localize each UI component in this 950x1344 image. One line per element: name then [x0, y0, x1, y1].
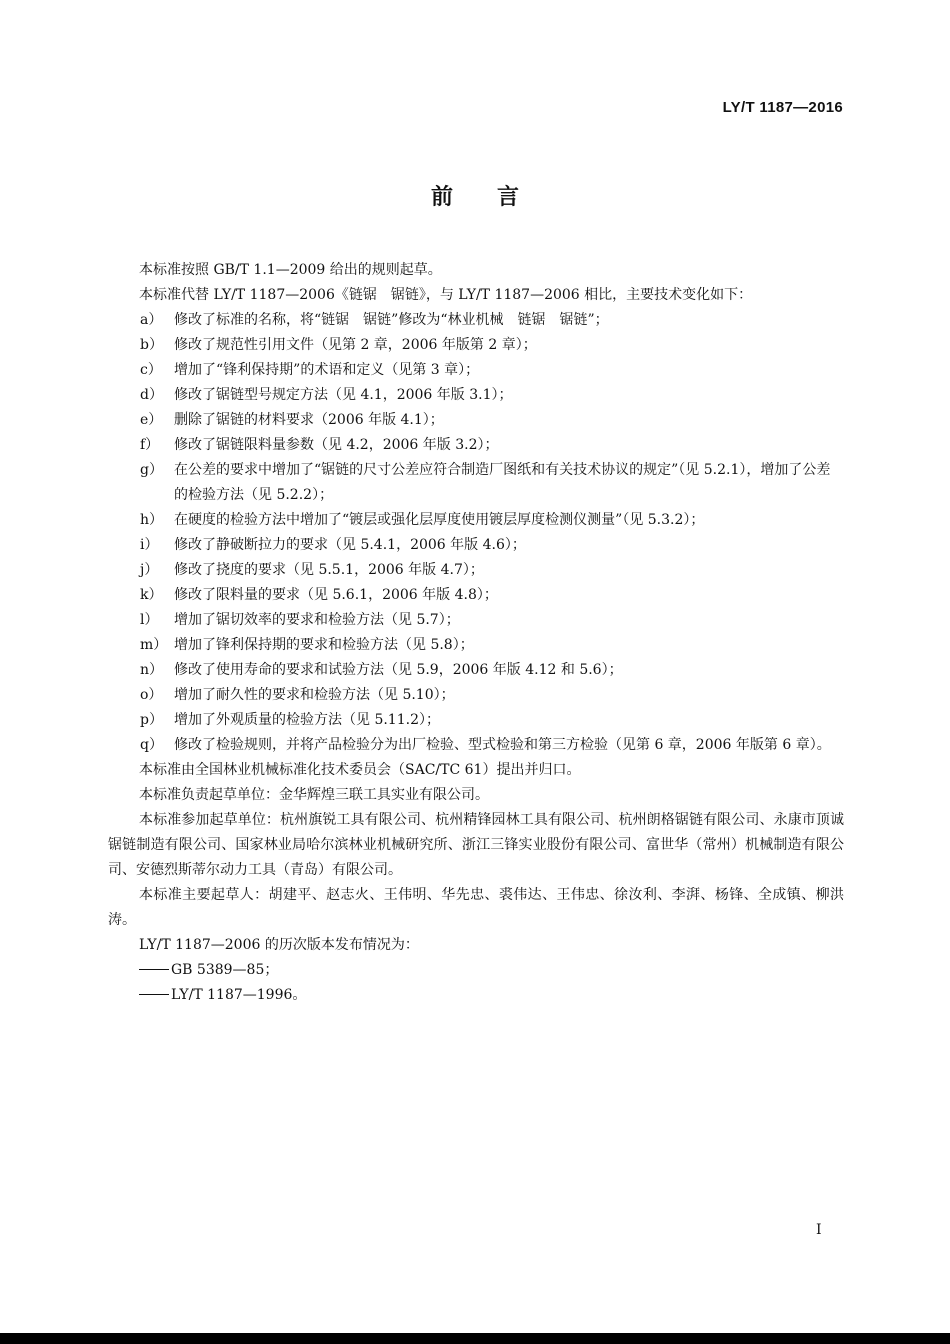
list-item-text: 增加了外观质量的检验方法（见 5.11.2）；: [174, 712, 440, 728]
list-item-text: 删除了锯链的材料要求（2006 年版 4.1）；: [174, 412, 444, 428]
list-item-label: g）: [140, 462, 163, 478]
page-number: I: [816, 1222, 822, 1238]
list-item-text: 修改了使用寿命的要求和试验方法（见 5.9，2006 年版 4.12 和 5.6）；: [174, 662, 623, 678]
paragraph-proposer: 本标准由全国林业机械标准化技术委员会（SAC/TC 61）提出并归口。: [139, 762, 581, 778]
list-item-text: 修改了标准的名称，将“链锯 锯链”修改为“林业机械 链锯 锯链”；: [174, 312, 609, 328]
list-item-label: l）: [140, 612, 159, 628]
paragraph-main-drafters: 本标准主要起草人：胡建平、赵志火、王伟明、华先忠、裘伟达、王伟忠、徐汝利、李湃、杨锋、全成镇、柳洪涛。: [108, 887, 844, 928]
list-item: [108, 683, 844, 708]
list-item-label: b）: [140, 337, 163, 353]
list-item: [108, 458, 844, 508]
list-item-label: k）: [140, 587, 163, 603]
page-title: 前言: [430, 185, 563, 210]
dash-mark: [139, 969, 169, 970]
list-item: [108, 708, 844, 733]
history-item: [108, 983, 844, 1008]
foreword-body: [108, 258, 844, 1008]
list-item-text: 在硬度的检验方法中增加了“镀层或强化层厚度使用镀层厚度检测仪测量”（见 5.3.2）；: [174, 512, 705, 528]
list-item: [108, 608, 844, 633]
paragraph-participating-drafters: 本标准参加起草单位：杭州旗锐工具有限公司、杭州精锋园林工具有限公司、杭州朗格锯链有限公司、永康市顶诚锯链制造有限公司、国家林业局哈尔滨林业机械研究所、浙江三锋实业股份有限公司、富世华（常州）机械制造有限公司、安德烈斯蒂尔动力工具（青岛）有限公司。: [108, 812, 844, 878]
list-item-text: 修改了静破断拉力的要求（见 5.4.1，2006 年版 4.6）；: [174, 537, 526, 553]
list-item-label: d）: [140, 387, 163, 403]
list-item-label: c）: [140, 362, 162, 378]
list-item-text: 修改了检验规则，并将产品检验分为出厂检验、型式检验和第三方检验（见第 6 章，2006 年版第 6 章）。: [174, 737, 831, 753]
list-item: [108, 733, 844, 758]
list-item: [108, 408, 844, 433]
list-item-label: f）: [140, 437, 160, 453]
changes-list: [108, 308, 844, 758]
list-item-label: q）: [140, 737, 163, 753]
list-item-text: 增加了锯切效率的要求和检验方法（见 5.7）；: [174, 612, 460, 628]
history-item-text: GB 5389—85；: [171, 962, 279, 978]
list-item-text: 增加了耐久性的要求和检验方法（见 5.10）；: [174, 687, 455, 703]
list-item-label: n）: [140, 662, 164, 678]
paragraph-drafting-rule: 本标准按照 GB/T 1.1—2009 给出的规则起草。: [139, 262, 442, 278]
paragraph-lead-drafter: 本标准负责起草单位：金华辉煌三联工具实业有限公司。: [139, 787, 489, 803]
list-item-text: 增加了锋利保持期的要求和检验方法（见 5.8）；: [174, 637, 474, 653]
bottom-edge-bar: [0, 1333, 950, 1344]
list-item-label: o）: [140, 687, 163, 703]
list-item: [108, 658, 844, 683]
list-item-text: 修改了挠度的要求（见 5.5.1，2006 年版 4.7）；: [174, 562, 484, 578]
list-item: [108, 433, 844, 458]
list-item: [108, 508, 844, 533]
list-item-text: 在公差的要求中增加了“锯链的尺寸公差应符合制造厂图纸和有关技术协议的规定”（见 5.2.1），增加了公差的检验方法（见 5.2.2）；: [174, 462, 831, 503]
list-item-label: m）: [140, 637, 168, 653]
list-item-label: a）: [140, 312, 163, 328]
list-item-label: i）: [140, 537, 159, 553]
history-item-text: LY/T 1187—1996。: [171, 987, 307, 1003]
list-item-text: 增加了“锋利保持期”的术语和定义（见第 3 章）；: [174, 362, 480, 378]
paragraph-replacement: 本标准代替 LY/T 1187—2006《链锯 锯链》，与 LY/T 1187—2006 相比，主要技术变化如下：: [139, 287, 753, 303]
list-item-label: h）: [140, 512, 164, 528]
list-item: [108, 308, 844, 333]
list-item-text: 修改了锯链限料量参数（见 4.2，2006 年版 3.2）；: [174, 437, 499, 453]
list-item: [108, 533, 844, 558]
list-item-label: p）: [140, 712, 163, 728]
list-item: [108, 358, 844, 383]
list-item-label: j）: [140, 562, 159, 578]
list-item: [108, 383, 844, 408]
standard-code: LY/T 1187—2016: [722, 99, 843, 116]
list-item: [108, 633, 844, 658]
dash-mark: [139, 994, 169, 995]
list-item: [108, 583, 844, 608]
list-item-label: e）: [140, 412, 163, 428]
paragraph-version-history: LY/T 1187—2006 的历次版本发布情况为：: [139, 937, 419, 953]
list-item-text: 修改了限料量的要求（见 5.6.1，2006 年版 4.8）；: [174, 587, 498, 603]
history-item: [108, 958, 844, 983]
list-item: [108, 333, 844, 358]
list-item-text: 修改了锯链型号规定方法（见 4.1，2006 年版 3.1）；: [174, 387, 513, 403]
list-item-text: 修改了规范性引用文件（见第 2 章，2006 年版第 2 章）；: [174, 337, 537, 353]
list-item: [108, 558, 844, 583]
